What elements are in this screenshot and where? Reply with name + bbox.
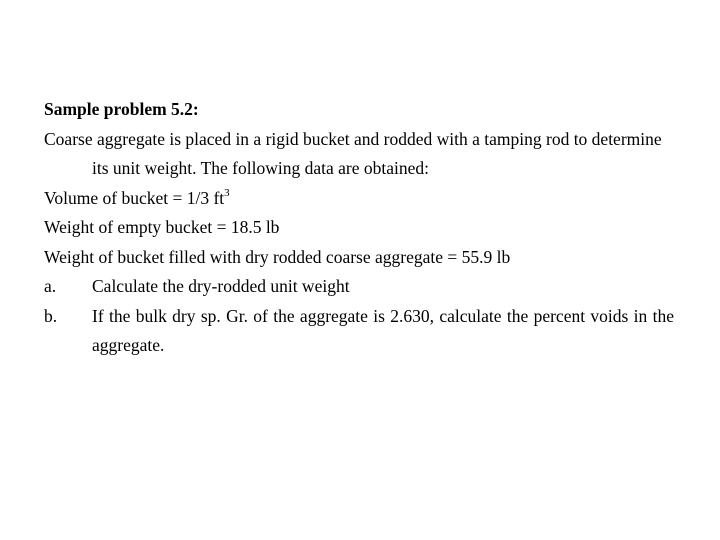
empty-bucket-weight-line: Weight of empty bucket = 18.5 lb bbox=[44, 217, 280, 237]
task-marker: b. bbox=[44, 305, 58, 326]
problem-text-block bbox=[44, 95, 674, 361]
bucket-volume-text: Volume of bucket = 1/3 ft bbox=[44, 187, 225, 208]
task-text: If the bulk dry sp. Gr. of the aggregate is 2.630, calculate the percent voids in the aggregate. bbox=[92, 305, 674, 355]
problem-title: Sample problem 5.2: bbox=[44, 99, 199, 119]
filled-bucket-weight-line: Weight of bucket filled with dry rodded coarse aggregate = 55.9 lb bbox=[44, 246, 511, 267]
task-text: Calculate the dry-rodded unit weight bbox=[92, 276, 350, 296]
bucket-volume-line bbox=[44, 184, 674, 214]
problem-statement: Coarse aggregate is placed in a rigid bucket and rodded with a tamping rod to determine its unit weight. The following data are obtained: bbox=[44, 128, 662, 178]
task-item-b bbox=[44, 302, 674, 361]
cubic-exponent: 3 bbox=[224, 186, 230, 199]
task-marker: a. bbox=[44, 276, 57, 296]
task-item-a bbox=[44, 272, 674, 302]
